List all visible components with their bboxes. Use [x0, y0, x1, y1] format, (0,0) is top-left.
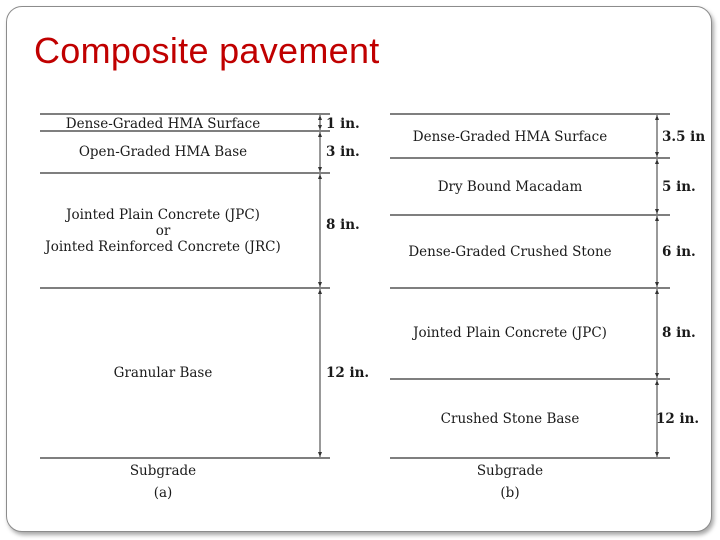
section-a-layer-1-label: Dense-Graded HMA Surface	[65, 116, 261, 132]
section-a-layer-2-label: Open-Graded HMA Base	[78, 144, 248, 160]
section-b-layer-1-label: Dense-Graded HMA Surface	[412, 129, 608, 145]
section-b	[390, 114, 705, 501]
section-a-layer-3-label-line-2: or	[155, 223, 171, 239]
section-a-layer-3-label-line-1: Jointed Plain Concrete (JPC)	[66, 207, 260, 223]
section-a-subgrade-label: Subgrade	[129, 463, 197, 479]
section-b-layer-2-label: Dry Bound Macadam	[437, 179, 583, 195]
section-a-layer-1-thickness: 1 in.	[326, 116, 360, 132]
section-a-layer-3-label-line-3: Jointed Reinforced Concrete (JRC)	[45, 239, 281, 255]
section-b-layer-1-thickness: 3.5 in	[662, 129, 706, 145]
section-b-layer-3-label: Dense-Graded Crushed Stone	[408, 244, 612, 260]
slide-title: Composite pavement	[34, 30, 380, 71]
section-b-layer-2-thickness: 5 in.	[662, 179, 696, 195]
section-a-layer-4-thickness: 12 in.	[326, 365, 370, 381]
section-b-layer-5-label: Crushed Stone Base	[440, 411, 580, 427]
section-b-layer-5-thickness: 12 in.	[656, 411, 700, 427]
section-a-layer-4-label: Granular Base	[113, 365, 213, 381]
section-b-layer-3-thickness: 6 in.	[662, 244, 696, 260]
section-a-layer-2-thickness: 3 in.	[326, 144, 360, 160]
section-b-layer-4-label: Jointed Plain Concrete (JPC)	[413, 325, 607, 341]
section-a-layer-3-thickness: 8 in.	[326, 217, 360, 233]
section-a-caption: (a)	[153, 485, 173, 501]
section-b-subgrade-label: Subgrade	[476, 463, 544, 479]
section-b-caption: (b)	[500, 485, 520, 501]
section-a	[40, 114, 369, 501]
section-b-layer-4-thickness: 8 in.	[662, 325, 696, 341]
